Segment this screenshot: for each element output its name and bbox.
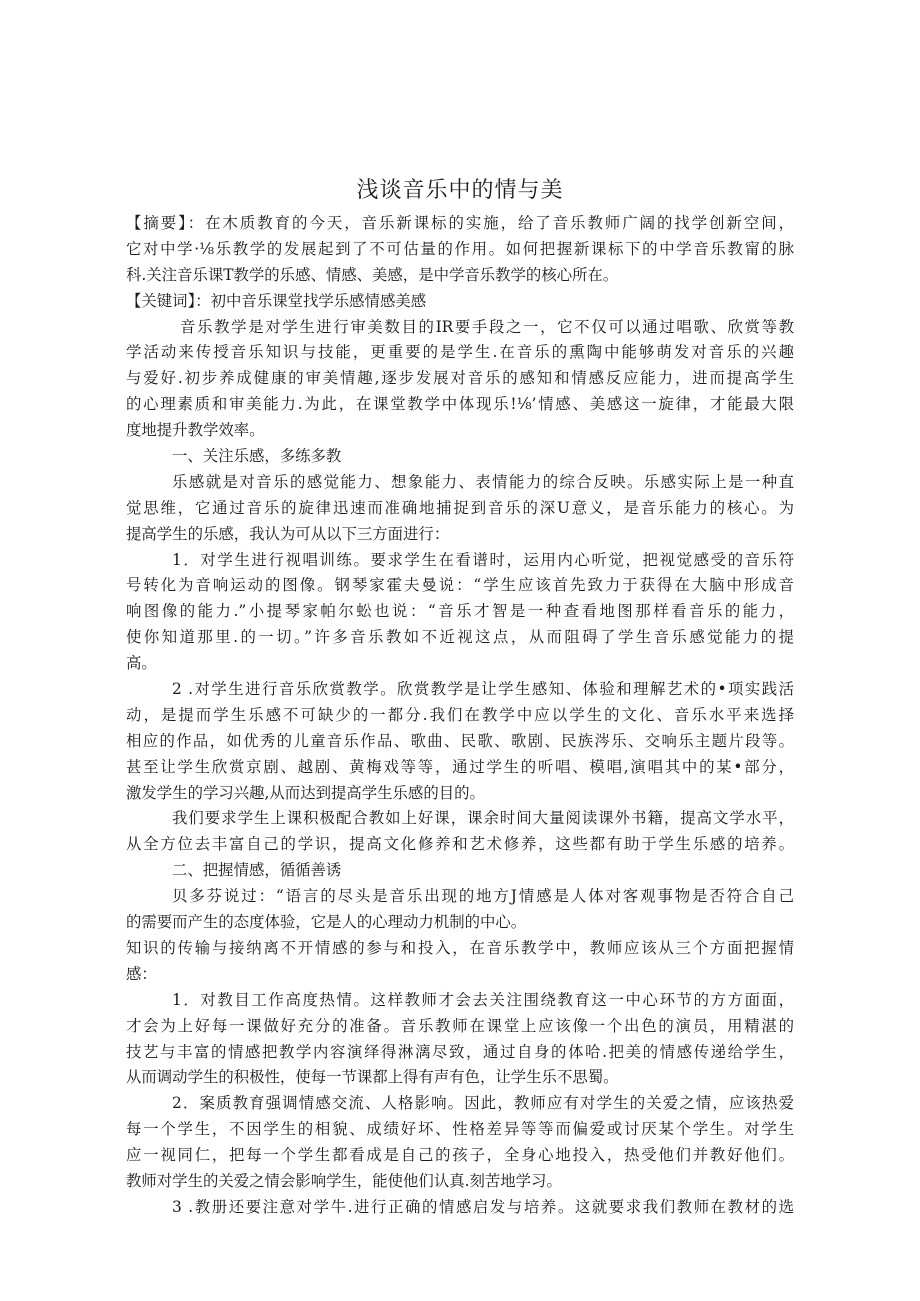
paragraph-line: 贝多芬说过：“语言的尽头是音乐出现的地方J情感是人体对客观事物是否符合自己 [172,887,794,906]
paragraph-line: 的需要而产生的态度体验，它是人的心理动力机制的中心。 [126,913,527,932]
paragraph-line: 从全方位去丰富自己的学识，提高文化修养和艺术修养，这些都有助于学生乐感的培养。 [126,835,794,854]
document-body [126,211,794,1221]
paragraph-line: 学活动来传授音乐知识与技能，更重要的是学生.在音乐的熏陶中能够萌发对音乐的兴趣 [126,343,794,362]
paragraph-line: 从而调动学生的积极性，使每一节课都上得有声有色，让学生乐不思蜀。 [126,1068,619,1087]
paragraph-line: 乐感就是对音乐的感觉能力、想象能力、表情能力的综合反映。乐感实际上是一种直 [172,472,794,491]
document-title: 浅谈音乐中的情与美 [356,178,564,203]
paragraph-line: 高。 [126,654,157,673]
abstract-line: 它对中学·⅛乐教学的发展起到了不可估量的作用。如何把握新课标下的中学音乐教甯的脉 [126,239,794,258]
paragraph-line: 激发学生的学习兴趣,从而达到提高学生乐感的目的。 [126,783,485,802]
section-heading: 二、把握情感，循循善诱 [172,861,342,880]
paragraph-line: 的心理素质和审美能力.为此，在课堂教学中体现乐!⅛’情感、美感这一旋律，才能最大限 [126,395,794,414]
paragraph-line: 响图像的能力.”小提琴家帕尔蚣也说：“音乐才智是一种查看地图那样看音乐的能力， [126,602,794,621]
paragraph-line: 2 .对学生进行音乐欣赏教学。欣赏教学是让学生感知、体验和理解艺术的•项实践活 [172,680,794,699]
paragraph-line: 觉思维，它通过音乐的旋律迅速而准确地捕捉到音乐的深U意义，是音乐能力的核心。为 [126,498,794,517]
paragraph-line: 我们要求学生上课积极配合教如上好课，课余时间大量阅读课外书籍，提高文学水平， [172,809,794,828]
paragraph-line: 甚至让学生欣赏京剧、越剧、黄梅戏等等，通过学生的听唱、模唱,演唱其中的某•部分， [126,757,794,776]
paragraph-line: 相应的作品，如优秀的儿童音乐作品、歌曲、民歌、歌剧、民族涔乐、交响乐主题片段等。 [126,731,794,750]
paragraph-line: 使你知道那里.的一切。”许多音乐教如不近视这点，从而阻碍了学生音乐感觉能力的提 [126,628,794,647]
paragraph-line: 教师对学生的关爱之情会影响学生，能使他们认真.刻苦地学习。 [126,1171,562,1190]
paragraph-line: 才会为上好每一课做好充分的准备。音乐教师在课堂上应该像一个出色的演员，用精湛的 [126,1016,794,1035]
paragraph-line: 动，是提而学生乐感不可缺少的一都分.我们在教学中应以学生的文化、音乐水平来选择 [126,705,794,724]
paragraph-line: 技艺与丰富的情感把教学内容演绎得淋漓尽致，通过自身的体哈.把美的情感传递给学生， [126,1042,794,1061]
paragraph-line: 2．案质教育强调情感交流、人格影响。因此，教师应有对学生的关爱之情，应该热爱 [172,1094,794,1113]
paragraph-line: 度地提升教学效率。 [126,421,265,440]
paragraph-line: 知识的传输与接纳离不开情感的参与和投入，在音乐教学中，教师应该从三个方面把握情 [126,938,794,957]
paragraph-line: 提高学生的乐感，我认为可从以下三方面进行： [126,524,450,543]
paragraph-line: 1．对学生进行视唱训练。要求学生在看谱时，运用内心听觉，把视觉感受的音乐符 [172,550,794,569]
paragraph-line: 1．对教目工作高度热情。这样教师才会去关注围绕教育这一中心环节的方方面面， [172,990,794,1009]
paragraph-line: 3 .教册还要注意对学牛.进行正确的情感启发与培养。这就要求我们教师在教材的选 [172,1197,794,1216]
paragraph-line: 每一个学生，不因学生的相貌、成绩好坏、性格差异等等而偏爱或讨厌某个学生。对学生 [126,1120,794,1139]
paragraph-line: 应一视同仁，把每一个学生都看成是自己的孩子，全身心地投入，热受他们并教好他们。 [126,1146,794,1165]
abstract-line: 【摘要】：在木质教育的今天，音乐新课标的实施，给了音乐教师广阔的找学创新空间， [126,214,794,232]
keywords-line: 【关键词】：初中音乐课堂找学乐感情感美感 [126,291,427,310]
section-heading: 一、关注乐感，多练多教 [172,447,342,466]
paragraph-line: 感： [126,964,157,983]
abstract-line: 科.关注音乐课T教学的乐感、情感、美感，是中学音乐教学的核心所在。 [126,265,619,284]
paragraph-line: 号转化为音响运动的图像。钢琴家霍夫曼说：“学生应该首先致力于获得在大脑中形成音 [126,576,794,595]
paragraph-line: 与爱好.初步养成健康的审美情趣,逐步发展对音乐的感知和情感反应能力，进而提高学生 [126,369,794,388]
paragraph-line: 音乐教学是对学生进行审美数目的IR要手段之一，它不仅可以通过唱歌、欣赏等教 [180,317,794,336]
